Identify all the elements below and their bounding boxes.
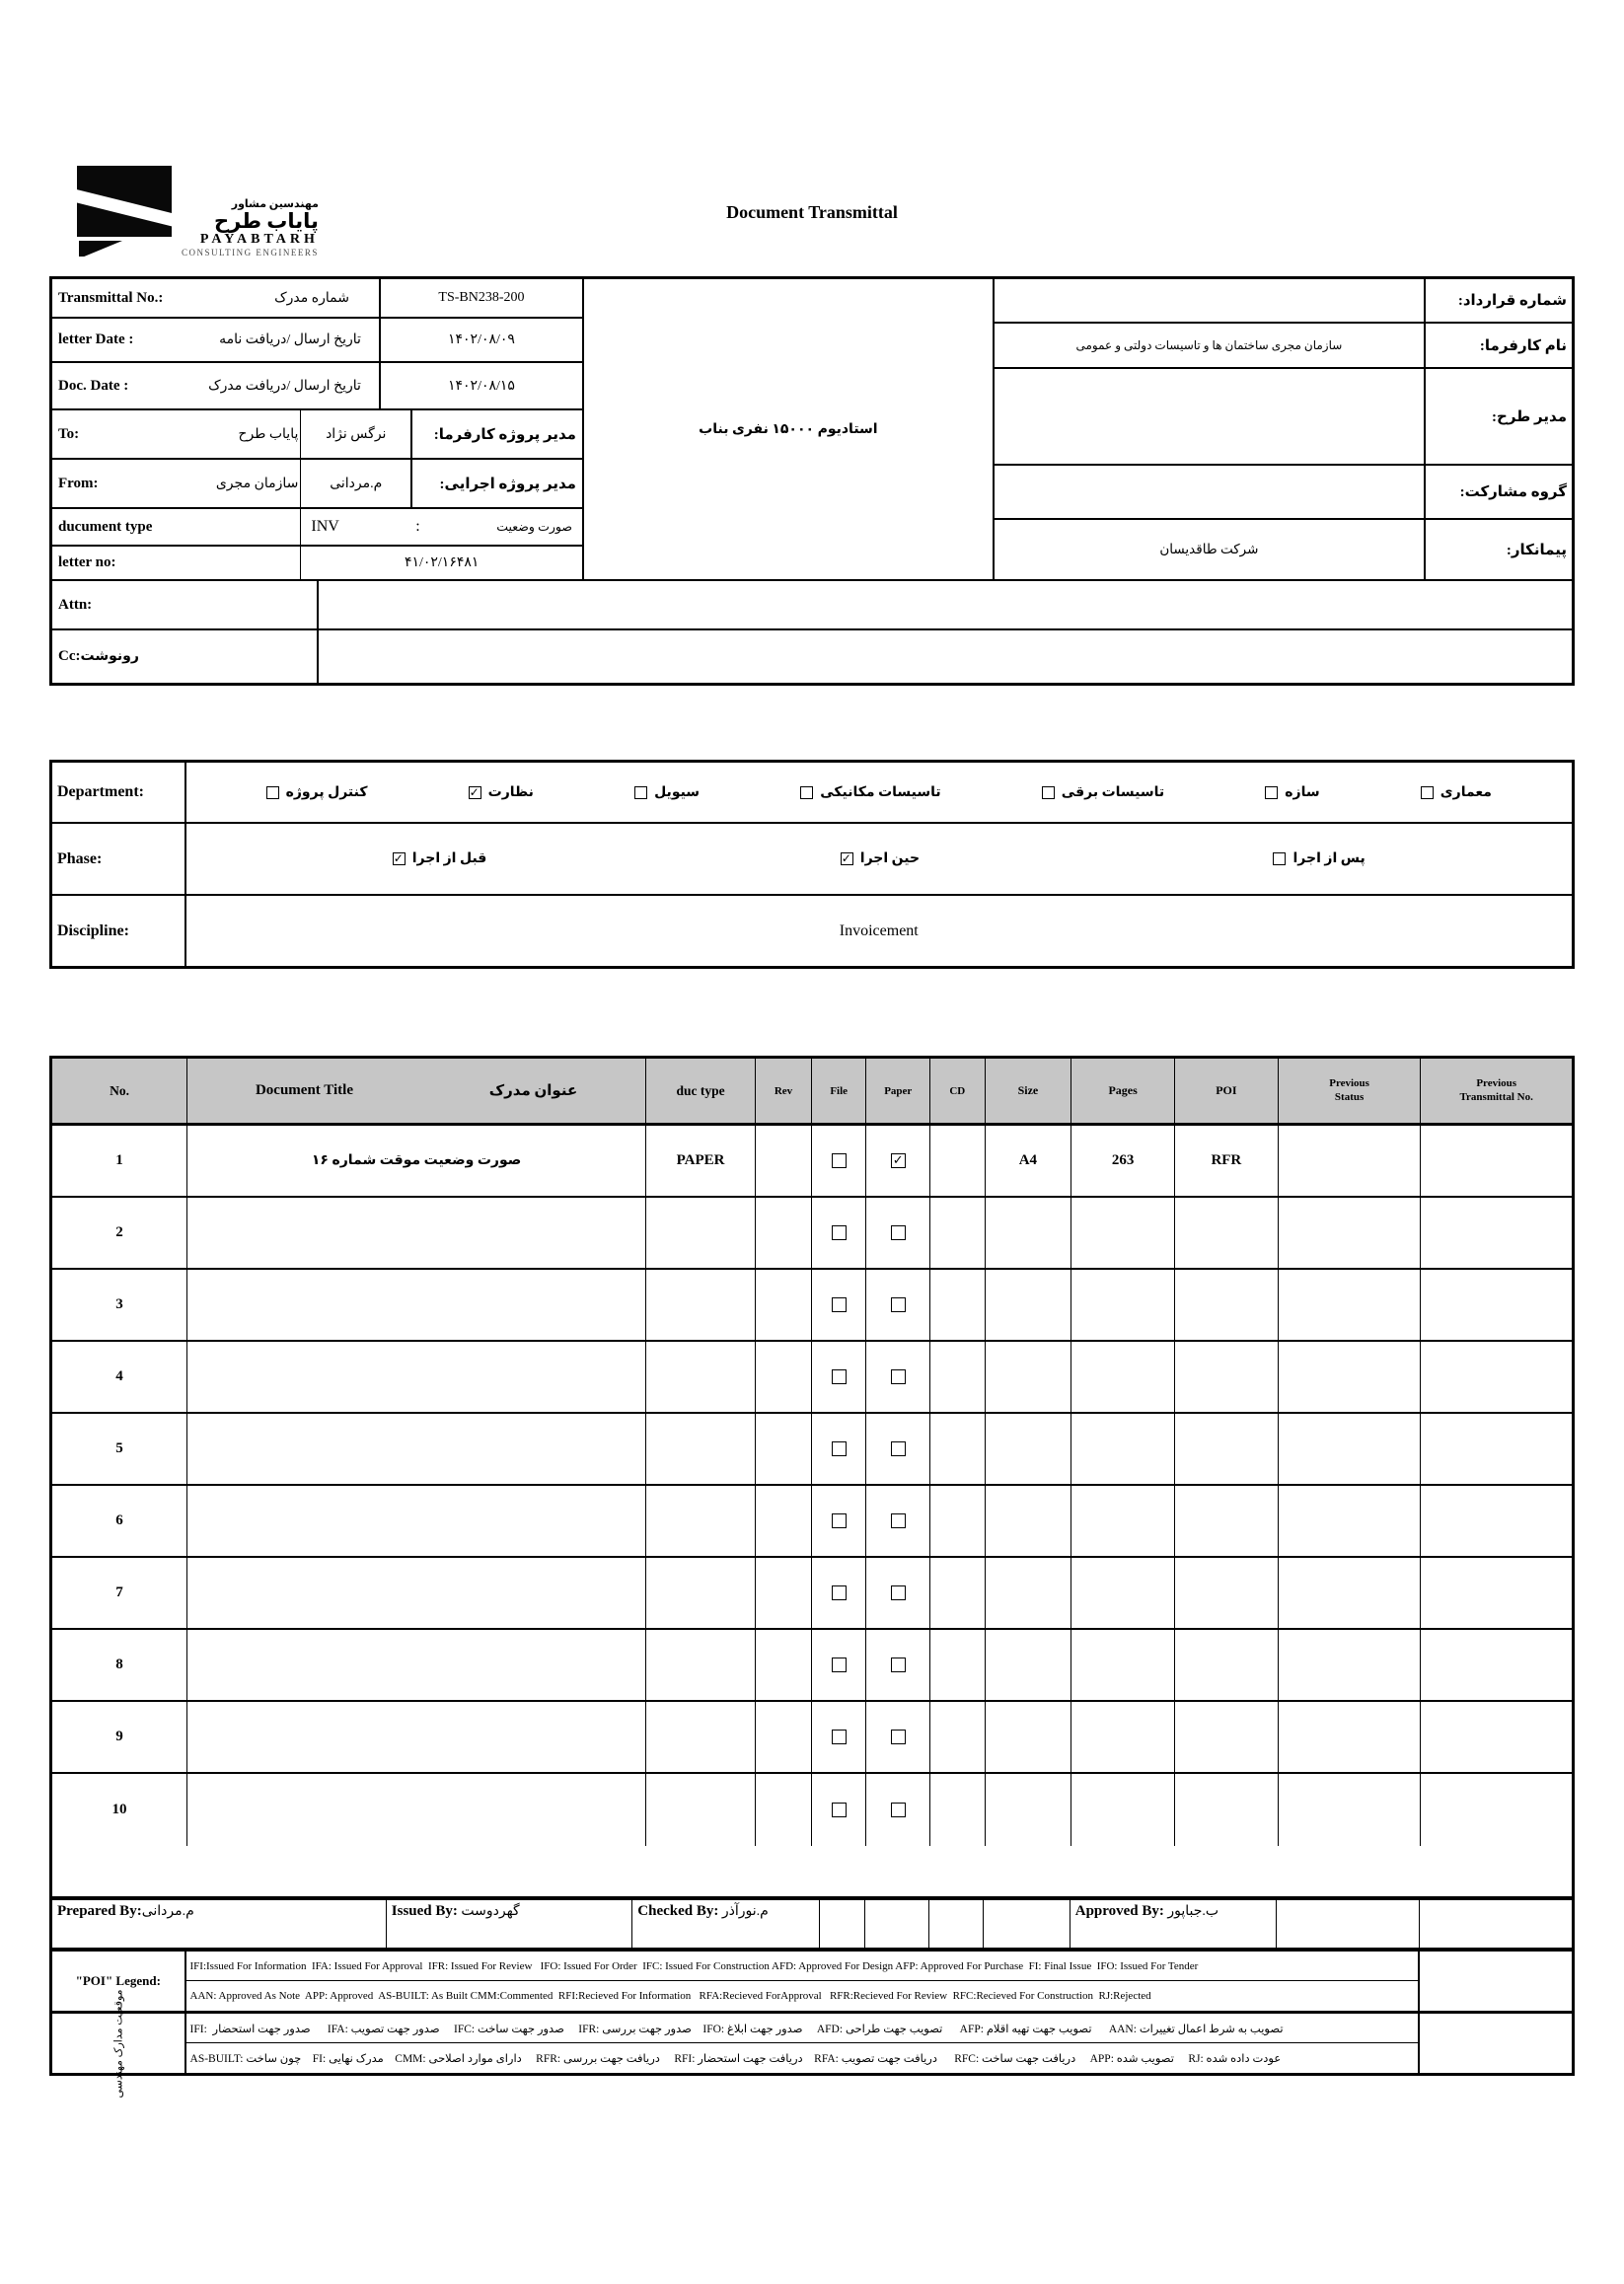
documents-table-header	[52, 1059, 1572, 1126]
row-poi	[1175, 1198, 1279, 1268]
row-no: 9	[52, 1702, 187, 1772]
file-checkbox[interactable]	[832, 1513, 847, 1528]
row-previous-status	[1279, 1630, 1422, 1700]
row-cd	[930, 1414, 985, 1484]
signature-empty-cell	[1277, 1900, 1420, 1948]
paper-checkbox[interactable]	[891, 1441, 906, 1456]
row-previous-status	[1279, 1774, 1422, 1846]
row-previous-transmittal	[1421, 1342, 1571, 1412]
page-title: Document Transmittal	[726, 202, 898, 222]
prepared-by-cell: Prepared By: م.مردانی	[52, 1900, 387, 1948]
row-no: 3	[52, 1270, 187, 1340]
doc-date-label: Doc. Date :	[58, 377, 129, 394]
row-no: 4	[52, 1342, 187, 1412]
paper-checkbox[interactable]	[891, 1658, 906, 1672]
paper-checkbox[interactable]	[891, 1513, 906, 1528]
letter-date-label: letter Date :	[58, 332, 134, 347]
file-checkbox[interactable]	[832, 1153, 847, 1168]
letter-no-value: ۴۱/۰۲/۱۶۴۸۱	[404, 555, 480, 570]
row-previous-transmittal	[1421, 1774, 1571, 1846]
logo-fa-tagline: مهندسین مشاور	[231, 197, 319, 210]
file-checkbox[interactable]	[832, 1225, 847, 1240]
doc-date-label-fa: تاریخ ارسال /دریافت مدرک	[208, 378, 361, 394]
row-no: 2	[52, 1198, 187, 1268]
file-checkbox[interactable]	[832, 1297, 847, 1312]
table-row	[52, 1558, 1572, 1630]
attn-label: Attn:	[58, 596, 93, 613]
row-no: 7	[52, 1558, 187, 1628]
logo-fa-name: پایاب طرح	[214, 208, 319, 233]
row-file	[812, 1198, 866, 1268]
header-previous-status: Previous Status	[1279, 1059, 1422, 1123]
row-document-title	[187, 1486, 646, 1556]
row-pages	[1071, 1414, 1175, 1484]
row-previous-status	[1279, 1558, 1422, 1628]
signature-empty-cell	[929, 1900, 984, 1948]
row-pages	[1071, 1342, 1175, 1412]
row-cd	[930, 1126, 985, 1196]
row-document-title	[187, 1198, 646, 1268]
row-pages: 263	[1071, 1126, 1175, 1196]
row-size	[986, 1486, 1072, 1556]
poi-legend-label: "POI" Legend:	[52, 1952, 186, 2011]
before-execution-checkbox[interactable]	[393, 852, 406, 865]
row-file	[812, 1342, 866, 1412]
signatures-row	[52, 1898, 1572, 1950]
row-previous-status	[1279, 1126, 1422, 1196]
table-row	[52, 1414, 1572, 1486]
row-file	[812, 1270, 866, 1340]
row-previous-transmittal	[1421, 1558, 1571, 1628]
row-cd	[930, 1198, 985, 1268]
row-paper	[866, 1414, 930, 1484]
paper-checkbox[interactable]	[891, 1153, 906, 1168]
project-name-cell	[584, 279, 995, 579]
poi-legend-fa-line2: AS-BUILT: چون ساخت FI: مدرک نهایی CMM: دارای موارد اصلاحی RFR: دریافت جهت بررسی RFI: دریافت جهت استحضار RFA: دریافت جهت تصویب RFC: دریافت جهت ساخت APP: تصویب شده RJ: عودت داده شده	[189, 2053, 1282, 2065]
row-poi: RFR	[1175, 1126, 1279, 1196]
transmittal-no-label-fa: شماره مدرک	[274, 290, 349, 306]
design-manager-label: مدیر طرح:	[1424, 369, 1572, 464]
file-checkbox[interactable]	[832, 1441, 847, 1456]
legend-empty-cell	[1420, 1952, 1572, 2011]
table-row	[52, 1774, 1572, 1846]
department-option-electrical: تاسیسات برقی	[1042, 784, 1164, 801]
row-previous-status	[1279, 1702, 1422, 1772]
contract-no-value	[995, 279, 1424, 322]
row-no: 6	[52, 1486, 187, 1556]
row-size	[986, 1558, 1072, 1628]
row-rev	[756, 1630, 812, 1700]
row-no: 8	[52, 1630, 187, 1700]
row-pages	[1071, 1486, 1175, 1556]
contractor-value: شرکت طاقدیسان	[1159, 542, 1259, 556]
header-cd: CD	[930, 1059, 985, 1123]
row-paper	[866, 1198, 930, 1268]
paper-checkbox[interactable]	[891, 1730, 906, 1744]
row-previous-transmittal	[1421, 1270, 1571, 1340]
row-size	[986, 1270, 1072, 1340]
row-size	[986, 1198, 1072, 1268]
row-previous-transmittal	[1421, 1486, 1571, 1556]
phase-options	[186, 824, 1572, 894]
design-manager-value	[995, 369, 1424, 464]
document-type-colon: :	[415, 518, 420, 535]
row-duc-type: PAPER	[646, 1126, 756, 1196]
file-checkbox[interactable]	[832, 1803, 847, 1817]
row-rev	[756, 1414, 812, 1484]
table-spacer-row	[52, 1846, 1572, 1898]
row-size	[986, 1630, 1072, 1700]
letter-no-label: letter no:	[58, 554, 116, 570]
row-poi	[1175, 1630, 1279, 1700]
row-paper	[866, 1270, 930, 1340]
paper-checkbox[interactable]	[891, 1369, 906, 1384]
poi-legend-fa-line1: IFI: صدور جهت استحضار IFA: صدور جهت تصویب IFC: صدور جهت ساخت IFR: صدور جهت بررسی IFO: صدور جهت ابلاغ AFD: تصویب جهت طراحی AFP: تصویب جهت تهیه اقلام AAN: تصویب به شرط اعمال تغییرات	[186, 2014, 1418, 2043]
row-size	[986, 1414, 1072, 1484]
row-document-title	[187, 1414, 646, 1484]
row-duc-type	[646, 1414, 756, 1484]
doc-date-value: ۱۴۰۲/۰۸/۱۵	[447, 378, 515, 394]
header-file: File	[812, 1059, 866, 1123]
header-duc-type: duc type	[646, 1059, 756, 1123]
row-poi	[1175, 1486, 1279, 1556]
row-document-title	[187, 1774, 646, 1846]
department-label: Department:	[52, 763, 186, 822]
row-previous-transmittal	[1421, 1630, 1571, 1700]
department-options	[186, 763, 1572, 822]
row-duc-type	[646, 1630, 756, 1700]
classification-table	[49, 760, 1575, 969]
row-previous-transmittal	[1421, 1414, 1571, 1484]
row-document-title	[187, 1702, 646, 1772]
row-document-title	[187, 1270, 646, 1340]
row-document-title	[187, 1558, 646, 1628]
row-cd	[930, 1270, 985, 1340]
structure-checkbox[interactable]	[1265, 786, 1278, 799]
client-name-value: سازمان مجری ساختمان ها و تاسیسات دولتی و عمومی	[1075, 337, 1343, 352]
to-label: To:	[58, 425, 80, 442]
fa-legend-label	[52, 1988, 186, 2099]
row-rev	[756, 1702, 812, 1772]
poi-legend-section	[52, 1950, 1572, 2011]
paper-checkbox[interactable]	[891, 1225, 906, 1240]
row-rev	[756, 1558, 812, 1628]
partnership-group-label: گروه مشارکت:	[1424, 466, 1572, 518]
row-rev	[756, 1198, 812, 1268]
row-rev	[756, 1774, 812, 1846]
header-pages: Pages	[1071, 1059, 1175, 1123]
row-paper	[866, 1558, 930, 1628]
paper-checkbox[interactable]	[891, 1297, 906, 1312]
signature-empty-cell	[1420, 1900, 1572, 1948]
department-option-supervision: ✓ نظارت	[469, 784, 534, 801]
client-name-label: نام کارفرما:	[1424, 324, 1572, 367]
documents-table	[49, 1056, 1575, 2099]
transmittal-no-label: Transmittal No.:	[58, 289, 164, 306]
row-previous-status	[1279, 1414, 1422, 1484]
file-checkbox[interactable]	[832, 1369, 847, 1384]
checked-by-cell: Checked By: م.نورآذر	[632, 1900, 819, 1948]
document-type-fa: صورت وضعیت	[496, 520, 572, 534]
phase-option-during-execution: ✓ حین اجرا	[841, 850, 920, 867]
row-pages	[1071, 1558, 1175, 1628]
electrical-checkbox[interactable]	[1042, 786, 1055, 799]
table-row	[52, 1702, 1572, 1774]
row-pages	[1071, 1270, 1175, 1340]
from-label: From:	[58, 475, 99, 491]
row-poi	[1175, 1774, 1279, 1846]
row-no: 10	[52, 1774, 187, 1846]
row-previous-transmittal	[1421, 1198, 1571, 1268]
from-person: م.مردانی	[330, 476, 383, 491]
row-file	[812, 1774, 866, 1846]
row-rev	[756, 1126, 812, 1196]
header-paper: Paper	[866, 1059, 930, 1123]
department-option-structure: سازه	[1265, 784, 1319, 801]
file-checkbox[interactable]	[832, 1585, 847, 1600]
row-file	[812, 1486, 866, 1556]
row-file	[812, 1558, 866, 1628]
row-duc-type	[646, 1270, 756, 1340]
row-previous-status	[1279, 1486, 1422, 1556]
transmittal-info-table	[49, 276, 1575, 686]
row-paper	[866, 1342, 930, 1412]
partnership-group-value	[995, 466, 1424, 518]
contract-no-label: شماره قرارداد:	[1424, 279, 1572, 322]
row-pages	[1071, 1774, 1175, 1846]
project-name: استادیوم ۱۵۰۰۰ نفری بناب	[699, 421, 878, 437]
row-poi	[1175, 1558, 1279, 1628]
row-poi	[1175, 1702, 1279, 1772]
row-paper	[866, 1126, 930, 1196]
row-previous-status	[1279, 1342, 1422, 1412]
to-role-label: مدیر پروژه کارفرما:	[433, 426, 576, 443]
department-option-project-control: کنترل پروژه	[266, 784, 368, 801]
row-document-title	[187, 1630, 646, 1700]
row-poi	[1175, 1414, 1279, 1484]
supervision-checkbox[interactable]	[469, 786, 481, 799]
row-cd	[930, 1486, 985, 1556]
phase-label: Phase:	[52, 824, 186, 894]
row-cd	[930, 1702, 985, 1772]
during-execution-checkbox[interactable]	[841, 852, 853, 865]
row-size	[986, 1342, 1072, 1412]
row-no: 1	[52, 1126, 187, 1196]
from-role-label: مدیر پروژه اجرایی:	[439, 476, 576, 492]
row-paper	[866, 1774, 930, 1846]
row-duc-type	[646, 1342, 756, 1412]
table-row	[52, 1342, 1572, 1414]
legend-empty-cell	[1420, 2014, 1572, 2073]
signature-empty-cell	[820, 1900, 865, 1948]
row-cd	[930, 1630, 985, 1700]
row-duc-type	[646, 1486, 756, 1556]
row-file	[812, 1630, 866, 1700]
row-rev	[756, 1342, 812, 1412]
cc-value-cell	[319, 630, 1573, 683]
department-option-mechanical: تاسیسات مکانیکی	[800, 784, 940, 801]
signature-empty-cell	[984, 1900, 1070, 1948]
row-rev	[756, 1270, 812, 1340]
row-no: 5	[52, 1414, 187, 1484]
table-row	[52, 1630, 1572, 1702]
letter-date-value: ۱۴۰۲/۰۸/۰۹	[447, 332, 515, 347]
header-no: No.	[52, 1059, 187, 1123]
discipline-value: Invoicement	[839, 921, 919, 939]
row-poi	[1175, 1270, 1279, 1340]
after-execution-checkbox[interactable]	[1273, 852, 1286, 865]
header-rev: Rev	[756, 1059, 812, 1123]
document-type-value: INV	[311, 518, 339, 535]
department-option-civil: سیویل	[634, 784, 700, 801]
letter-date-label-fa: تاریخ ارسال /دریافت نامه	[219, 332, 361, 347]
row-pages	[1071, 1198, 1175, 1268]
to-value: پایاب طرح	[238, 426, 299, 442]
row-rev	[756, 1486, 812, 1556]
row-file	[812, 1702, 866, 1772]
row-pages	[1071, 1702, 1175, 1772]
row-duc-type	[646, 1702, 756, 1772]
row-file	[812, 1126, 866, 1196]
from-value: سازمان مجری	[215, 476, 299, 491]
header-previous-transmittal: Previous Transmittal No.	[1459, 1076, 1533, 1103]
document-type-label: ducument type	[58, 518, 153, 535]
row-cd	[930, 1342, 985, 1412]
row-paper	[866, 1702, 930, 1772]
row-previous-status	[1279, 1198, 1422, 1268]
header-document-title: Document Title عنوان مدرک	[187, 1059, 646, 1123]
architecture-checkbox[interactable]	[1421, 786, 1434, 799]
table-row	[52, 1270, 1572, 1342]
row-duc-type	[646, 1198, 756, 1268]
attn-value-cell	[319, 581, 1573, 628]
paper-checkbox[interactable]	[891, 1585, 906, 1600]
phase-option-before-execution: ✓ قبل از اجرا	[393, 850, 487, 867]
header-poi: POI	[1175, 1059, 1279, 1123]
row-previous-transmittal	[1421, 1702, 1571, 1772]
mechanical-checkbox[interactable]	[800, 786, 813, 799]
approved-by-cell: Approved By: ب.جباپور	[1070, 1900, 1277, 1948]
cc-label: Cc:	[58, 648, 81, 664]
discipline-label: Discipline:	[52, 896, 186, 966]
row-file	[812, 1414, 866, 1484]
row-document-title	[187, 1342, 646, 1412]
row-pages	[1071, 1630, 1175, 1700]
file-checkbox[interactable]	[832, 1730, 847, 1744]
row-paper	[866, 1630, 930, 1700]
row-cd	[930, 1774, 985, 1846]
signature-empty-cell	[865, 1900, 929, 1948]
row-poi	[1175, 1342, 1279, 1412]
poi-legend-en-line2: AAN: Approved As Note APP: Approved AS-BUILT: As Built CMM:Commented RFI:Recieved For Information RFA:Recieved ForApproval RFR:Recieved For Review RFC:Recieved For Construction RJ:Rejected	[189, 1990, 1151, 2002]
table-row	[52, 1198, 1572, 1270]
row-paper	[866, 1486, 930, 1556]
transmittal-no-value: TS-BN238-200	[438, 290, 525, 305]
table-row	[52, 1486, 1572, 1558]
cc-label-fa: رونوشت	[80, 649, 139, 664]
header-size: Size	[986, 1059, 1072, 1123]
phase-option-after-execution: پس از اجرا	[1273, 850, 1365, 867]
to-person: نرگس نژاد	[326, 426, 387, 442]
paper-checkbox[interactable]	[891, 1803, 906, 1817]
logo-en-subtitle: CONSULTING ENGINEERS	[182, 248, 319, 258]
row-cd	[930, 1558, 985, 1628]
row-duc-type	[646, 1774, 756, 1846]
department-option-architecture: معماری	[1421, 784, 1492, 801]
row-duc-type	[646, 1558, 756, 1628]
civil-checkbox[interactable]	[634, 786, 647, 799]
row-document-title: صورت وضعیت موقت شماره ۱۶	[187, 1126, 646, 1196]
row-size	[986, 1774, 1072, 1846]
fa-legend-rotated-text: موقعیت مدارک مهندسی	[112, 1988, 125, 2099]
logo-en-name: PAYABTARH	[199, 232, 319, 247]
project-control-checkbox[interactable]	[266, 786, 279, 799]
row-previous-transmittal	[1421, 1126, 1571, 1196]
contractor-label: پیمانکار:	[1424, 520, 1572, 579]
issued-by-cell: Issued By: گهردوست	[387, 1900, 632, 1948]
row-size: A4	[986, 1126, 1072, 1196]
row-previous-status	[1279, 1270, 1422, 1340]
table-row	[52, 1126, 1572, 1198]
file-checkbox[interactable]	[832, 1658, 847, 1672]
poi-legend-en-line1: IFI:Issued For Information IFA: Issued For Approval IFR: Issued For Review IFO: Issued For Order IFC: Issued For Construction AFD: Approved For Design AFP: Approved For Purchase FI: Final Issue IFO: Issued For Tender	[186, 1952, 1418, 1981]
row-size	[986, 1702, 1072, 1772]
